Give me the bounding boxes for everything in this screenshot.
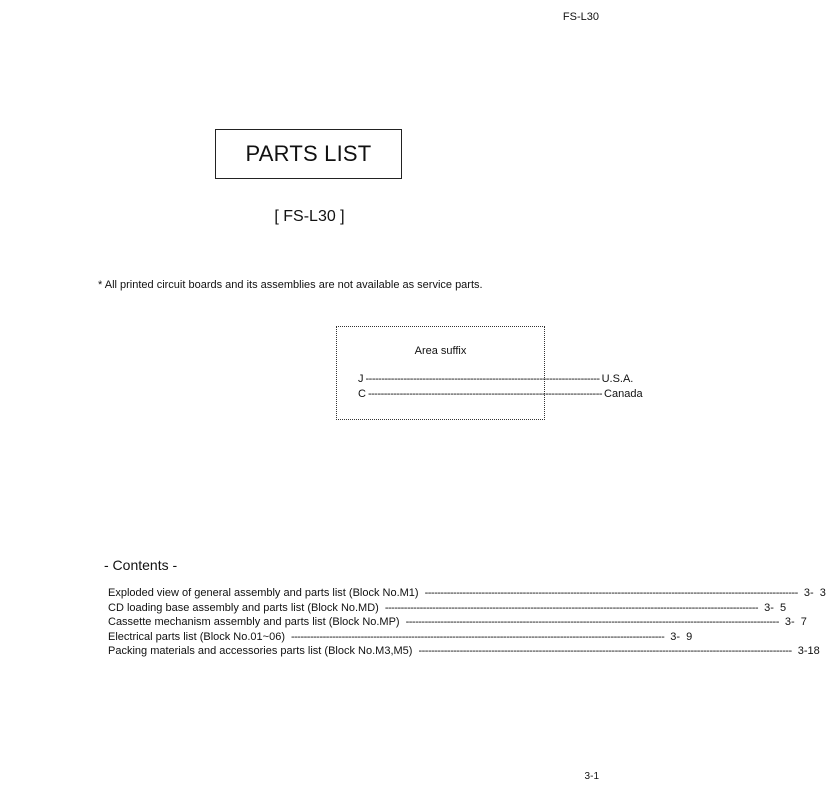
toc-entry[interactable] — [108, 630, 693, 646]
toc-entry-label: Electrical parts list (Block No.01~06) — [108, 630, 285, 643]
dotted-leader: ---------------------------------------------------------------------------------------------------------------------- — [418, 645, 792, 657]
dotted-leader: ---------------------------------------------------------------------------------------------------------------------- — [384, 601, 759, 614]
area-suffix-code: C — [358, 388, 366, 400]
toc-entry[interactable] — [108, 601, 787, 617]
toc-entry-label: CD loading base assembly and parts list (Block No.MD) — [108, 601, 379, 614]
dotted-leader: ---------------------------------------------------------------------------------------------------------------------- — [424, 587, 798, 599]
toc-entry-page: 3- 9 — [670, 630, 693, 643]
header-model-code: FS-L30 — [562, 11, 599, 23]
area-suffix-code: J — [358, 373, 364, 385]
dotted-leader: -------------------------------------------------------------------------- — [365, 373, 600, 385]
toc-entry-page: 3- 5 — [764, 601, 787, 614]
model-label: [ FS-L30 ] — [274, 208, 345, 225]
area-suffix-row — [358, 373, 634, 385]
toc-entry-label: Cassette mechanism assembly and parts list (Block No.MP) — [108, 616, 400, 628]
area-suffix-box — [336, 326, 643, 420]
area-suffix-region: U.S.A. — [601, 373, 634, 385]
page-title: PARTS LIST — [245, 141, 372, 166]
toc-entry-page: 3-18 — [797, 645, 820, 657]
area-suffix-row — [358, 388, 643, 400]
toc-entry[interactable] — [108, 645, 820, 660]
toc-entry-page: 3- 3 — [803, 587, 826, 599]
page-number: 3-1 — [584, 771, 599, 782]
toc-entry[interactable] — [108, 587, 826, 602]
table-of-contents — [108, 587, 826, 660]
toc-entry[interactable] — [108, 616, 807, 631]
dotted-leader: ---------------------------------------------------------------------------------------------------------------------- — [405, 616, 779, 628]
toc-entry-label: Packing materials and accessories parts list (Block No.M3,M5) — [108, 645, 413, 657]
toc-entry-page: 3- 7 — [784, 616, 807, 628]
contents-heading: - Contents - — [104, 557, 178, 573]
area-suffix-region: Canada — [604, 388, 643, 400]
dotted-leader: ---------------------------------------------------------------------------------------------------------------------- — [290, 630, 665, 643]
area-suffix-title: Area suffix — [414, 345, 467, 357]
page-title-box — [215, 129, 402, 179]
service-note: * All printed circuit boards and its assemblies are not available as service parts. — [98, 279, 483, 291]
dotted-leader: -------------------------------------------------------------------------- — [367, 388, 603, 400]
toc-entry-label: Exploded view of general assembly and parts list (Block No.M1) — [108, 587, 419, 599]
